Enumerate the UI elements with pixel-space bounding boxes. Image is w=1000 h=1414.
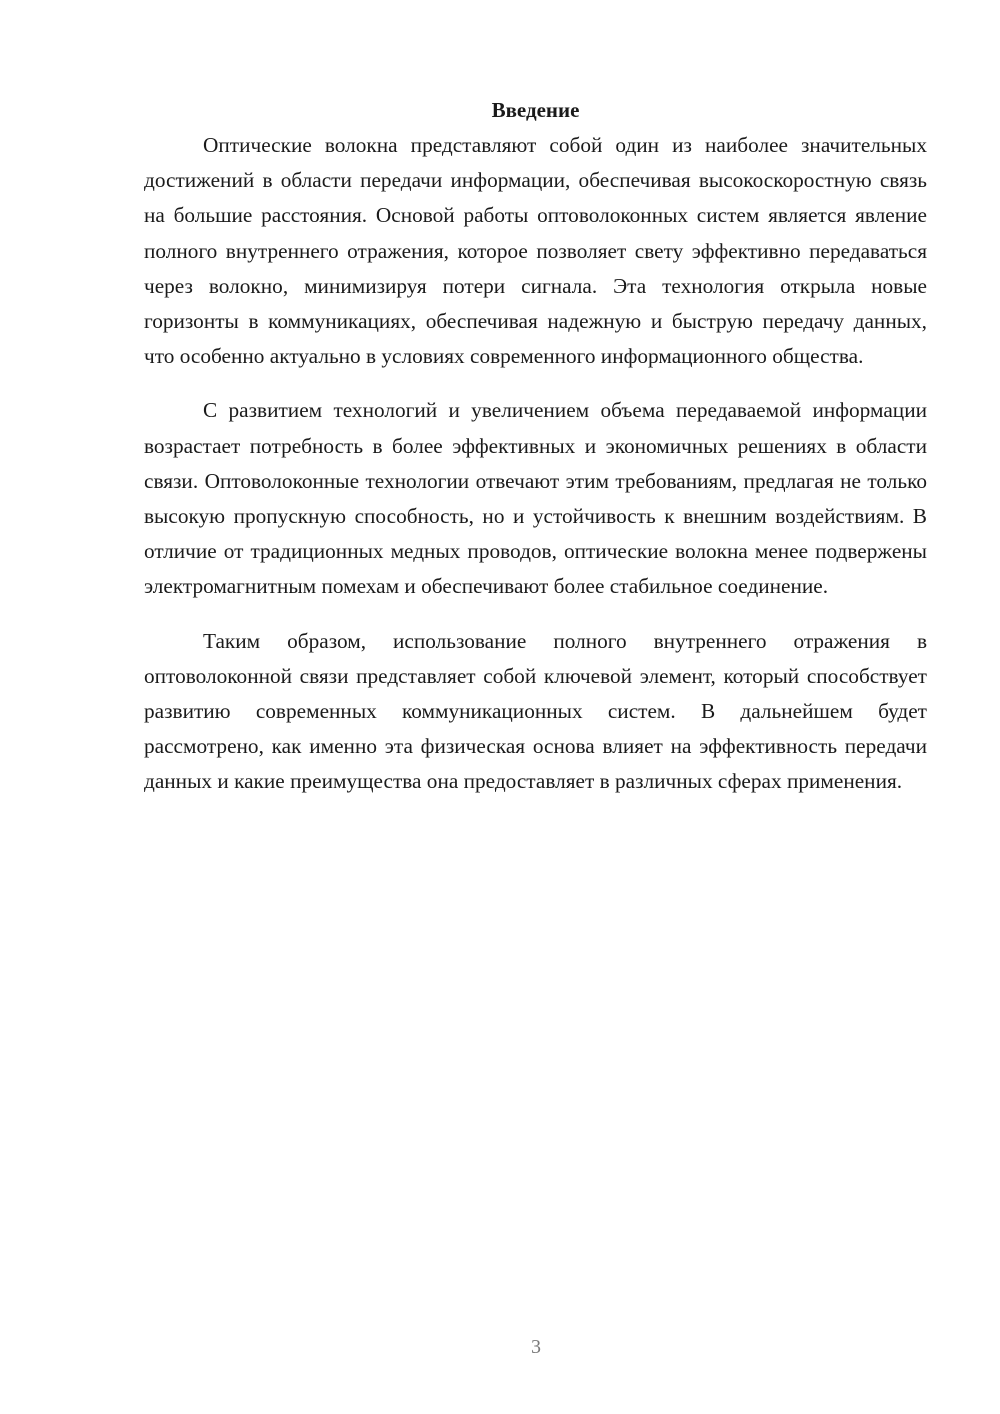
- page-number: 3: [531, 1336, 541, 1358]
- paragraph-3: Таким образом, использование полного внутреннего отражения в оптоволоконной связи представляет собой ключевой элемент, который способствует развитию современных коммуникационных систем. В дальнейшем будет рассмотрено, как именно эта физическая основа влияет на эффективность передачи данных и какие преимущества она предоставляет в различных сферах применения.: [144, 628, 927, 794]
- paragraph-2: С развитием технологий и увеличением объема передаваемой информации возрастает потребность в более эффективных и экономичных решениях в области связи. Оптоволоконные технологии отвечают этим требованиям, предлагая не только высокую пропускную способность, но и устойчивость к внешним воздействиям. В отличие от традиционных медных проводов, оптические волокна менее подвержены электромагнитным помехам и обеспечивают более стабильное соединение.: [144, 398, 927, 599]
- paragraph-1: Оптические волокна представляют собой один из наиболее значительных достижений в области передачи информации, обеспечивая высокоскоростную связь на большие расстояния. Основой работы оптоволоконных систем является явление полного внутреннего отражения, которое позволяет свету эффективно передаваться через волокно, минимизируя потери сигнала. Эта технология открыла новые горизонты в коммуникациях, обеспечивая надежную и быструю передачу данных, что особенно актуально в условиях современного информационного общества.: [144, 133, 927, 369]
- page-content: [144, 92, 927, 800]
- section-heading: Введение: [491, 98, 580, 122]
